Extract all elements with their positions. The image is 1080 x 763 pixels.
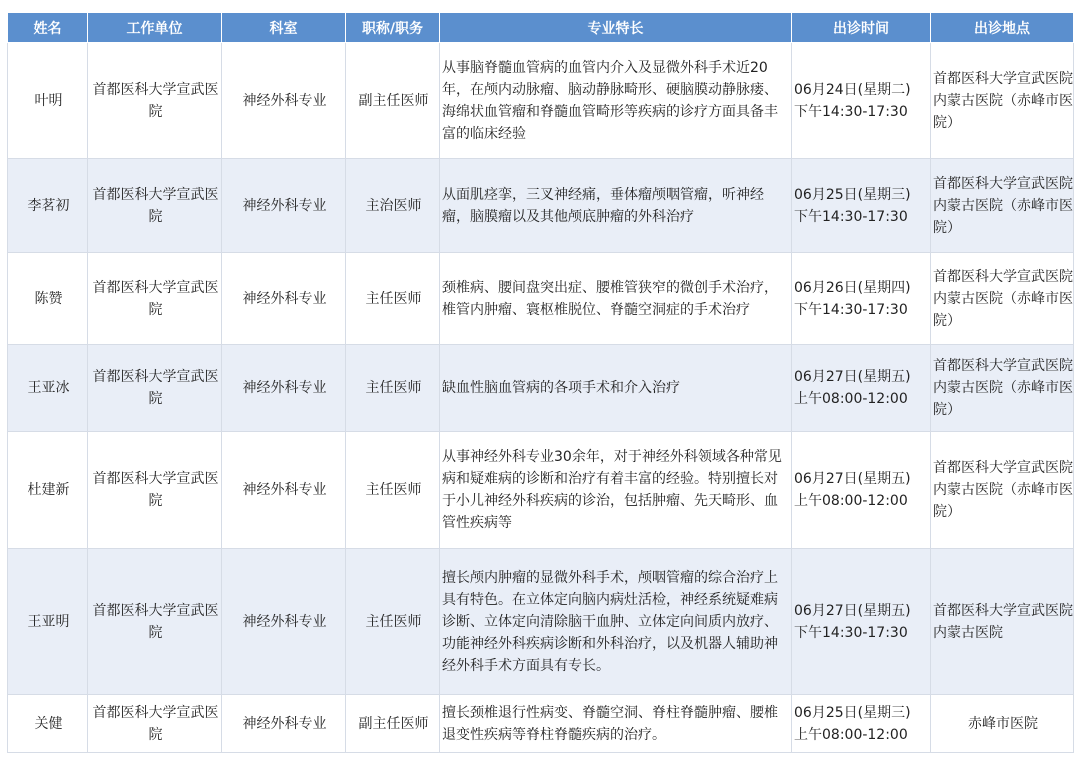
clinic-hours: 下午14:30-17:30 xyxy=(794,103,908,120)
specialty: 擅长颈椎退行性病变、脊髓空洞、脊柱脊髓肿瘤、腰椎退变性疾病等脊柱脊髓疾病的治疗。 xyxy=(440,695,792,753)
department: 神经外科专业 xyxy=(222,695,346,753)
clinic-time xyxy=(792,43,931,159)
clinic-location: 首都医科大学宣武医院内蒙古医院（赤峰市医院） xyxy=(931,345,1074,432)
table-row xyxy=(8,43,1074,159)
work-unit: 首都医科大学宣武医院 xyxy=(88,549,222,695)
specialty: 擅长颅内肿瘤的显微外科手术，颅咽管瘤的综合治疗上具有特色。在立体定向脑内病灶活检，神经系统疑难病诊断、立体定向清除脑干血肿、立体定向间质内放疗、功能神经外科疾病诊断和外科治疗，以及机器人辅助神经外科手术方面具有专长。 xyxy=(440,549,792,695)
clinic-location: 首都医科大学宣武医院内蒙古医院（赤峰市医院） xyxy=(931,253,1074,345)
doctor-name: 关健 xyxy=(8,695,88,753)
specialty: 缺血性脑血管病的各项手术和介入治疗 xyxy=(440,345,792,432)
work-unit: 首都医科大学宣武医院 xyxy=(88,43,222,159)
specialty: 从面肌痉挛，三叉神经痛，垂体瘤颅咽管瘤，听神经瘤，脑膜瘤以及其他颅底肿瘤的外科治疗 xyxy=(440,159,792,253)
clinic-hours: 上午08:00-12:00 xyxy=(794,493,908,509)
specialty: 从事神经外科专业30余年，对于神经外科领域各种常见病和疑难病的诊断和治疗有着丰富的经验。特别擅长对于小儿神经外科疾病的诊治，包括肿瘤、先天畸形、血管性疾病等 xyxy=(440,432,792,549)
department: 神经外科专业 xyxy=(222,253,346,345)
job-title: 主任医师 xyxy=(346,432,440,549)
doctor-name: 陈赞 xyxy=(8,253,88,345)
work-unit: 首都医科大学宣武医院 xyxy=(88,253,222,345)
department: 神经外科专业 xyxy=(222,159,346,253)
specialty: 颈椎病、腰间盘突出症、腰椎管狭窄的微创手术治疗，椎管内肿瘤、寰枢椎脱位、脊髓空洞症的手术治疗 xyxy=(440,253,792,345)
work-unit: 首都医科大学宣武医院 xyxy=(88,345,222,432)
table-row xyxy=(8,549,1074,695)
header-row xyxy=(8,13,1074,43)
table-row xyxy=(8,159,1074,253)
department: 神经外科专业 xyxy=(222,43,346,159)
clinic-date: 06月25日(星期三) xyxy=(794,704,911,721)
doctor-name: 李茗初 xyxy=(8,159,88,253)
table-row xyxy=(8,345,1074,432)
clinic-hours: 上午08:00-12:00 xyxy=(794,726,908,743)
table-row xyxy=(8,253,1074,345)
clinic-hours: 下午14:30-17:30 xyxy=(794,624,908,641)
clinic-time xyxy=(792,432,931,549)
clinic-location: 首都医科大学宣武医院内蒙古医院（赤峰市医院） xyxy=(931,159,1074,253)
col-header-unit: 工作单位 xyxy=(88,13,222,43)
col-header-specialty: 专业特长 xyxy=(440,13,792,43)
job-title: 副主任医师 xyxy=(346,695,440,753)
clinic-hours: 下午14:30-17:30 xyxy=(794,208,908,225)
doctor-name: 王亚冰 xyxy=(8,345,88,432)
job-title: 主任医师 xyxy=(346,549,440,695)
clinic-hours: 下午14:30-17:30 xyxy=(794,301,908,318)
clinic-date: 06月26日(星期四) xyxy=(794,279,911,296)
col-header-dept: 科室 xyxy=(222,13,346,43)
doctor-name: 叶明 xyxy=(8,43,88,159)
schedule-table xyxy=(7,12,1074,753)
clinic-time xyxy=(792,345,931,432)
job-title: 主任医师 xyxy=(346,253,440,345)
department: 神经外科专业 xyxy=(222,549,346,695)
clinic-date: 06月27日(星期五) xyxy=(794,369,911,385)
clinic-date: 06月27日(星期五) xyxy=(794,471,911,487)
department: 神经外科专业 xyxy=(222,432,346,549)
work-unit: 首都医科大学宣武医院 xyxy=(88,159,222,253)
clinic-date: 06月27日(星期五) xyxy=(794,602,911,619)
clinic-location: 首都医科大学宣武医院内蒙古医院（赤峰市医院） xyxy=(931,432,1074,549)
clinic-time xyxy=(792,253,931,345)
specialty: 从事脑脊髓血管病的血管内介入及显微外科手术近20年，在颅内动脉瘤、脑动静脉畸形、硬脑膜动静脉瘘、海绵状血管瘤和脊髓血管畸形等疾病的诊疗方面具备丰富的临床经验 xyxy=(440,43,792,159)
clinic-time xyxy=(792,549,931,695)
clinic-date: 06月24日(星期二) xyxy=(794,81,911,98)
col-header-time: 出诊时间 xyxy=(792,13,931,43)
table-row xyxy=(8,695,1074,753)
col-header-location: 出诊地点 xyxy=(931,13,1074,43)
job-title: 主任医师 xyxy=(346,345,440,432)
table-row xyxy=(8,432,1074,549)
clinic-location: 首都医科大学宣武医院内蒙古医院 xyxy=(931,549,1074,695)
department: 神经外科专业 xyxy=(222,345,346,432)
clinic-location: 赤峰市医院 xyxy=(931,695,1074,753)
col-header-name: 姓名 xyxy=(8,13,88,43)
clinic-hours: 上午08:00-12:00 xyxy=(794,391,908,407)
clinic-date: 06月25日(星期三) xyxy=(794,186,911,203)
clinic-time xyxy=(792,159,931,253)
doctor-name: 杜建新 xyxy=(8,432,88,549)
job-title: 主治医师 xyxy=(346,159,440,253)
work-unit: 首都医科大学宣武医院 xyxy=(88,432,222,549)
col-header-title: 职称/职务 xyxy=(346,13,440,43)
doctor-name: 王亚明 xyxy=(8,549,88,695)
clinic-time xyxy=(792,695,931,753)
work-unit: 首都医科大学宣武医院 xyxy=(88,695,222,753)
clinic-location: 首都医科大学宣武医院内蒙古医院（赤峰市医院） xyxy=(931,43,1074,159)
job-title: 副主任医师 xyxy=(346,43,440,159)
